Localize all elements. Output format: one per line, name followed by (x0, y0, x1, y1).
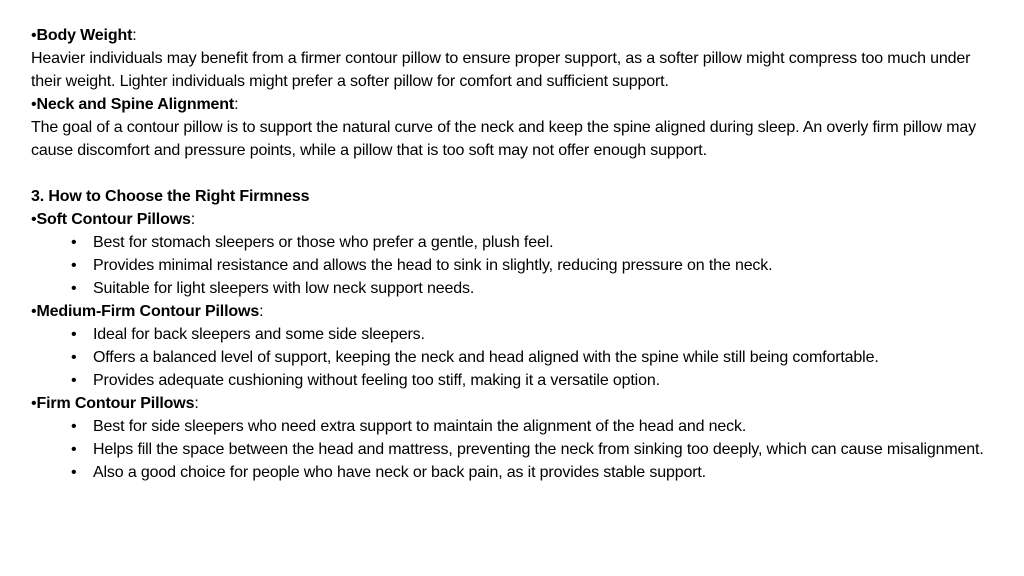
heading-colon: : (234, 96, 239, 113)
list-item-text: Ideal for back sleepers and some side sleepers. (93, 326, 425, 343)
body-weight-heading (31, 24, 991, 47)
heading-colon: : (259, 303, 264, 320)
medium-firm-group-heading (31, 300, 991, 323)
heading-colon: : (194, 395, 199, 412)
bullet-icon: • (71, 418, 77, 435)
list-item (31, 461, 991, 484)
firm-group-heading (31, 392, 991, 415)
list-item-text: Suitable for light sleepers with low neck support needs. (93, 280, 475, 297)
alignment-title: Neck and Spine Alignment (36, 96, 235, 113)
soft-group-heading (31, 208, 991, 231)
bullet-icon: • (71, 372, 77, 389)
bullet-icon: • (31, 27, 37, 44)
soft-group-title: Soft Contour Pillows (36, 211, 191, 228)
bullet-icon: • (71, 464, 77, 481)
heading-colon: : (190, 211, 196, 228)
list-item-text: Best for side sleepers who need extra support to maintain the alignment of the head and neck. (93, 418, 747, 435)
bullet-icon: • (31, 303, 37, 320)
list-item (31, 323, 991, 346)
alignment-heading (31, 93, 991, 116)
bullet-icon: • (71, 234, 77, 251)
body-weight-text: Heavier individuals may benefit from a firmer contour pillow to ensure proper support, as a softer pillow might compress too much under their weight. Lighter individuals might prefer a softer pillow for comfort and sufficient support. (31, 50, 971, 90)
section-heading: 3. How to Choose the Right Firmness (31, 188, 310, 205)
list-item (31, 277, 991, 300)
list-item-text: Offers a balanced level of support, keeping the neck and head aligned with the spine while still being comfortable. (93, 349, 879, 366)
list-item-text: Best for stomach sleepers or those who prefer a gentle, plush feel. (93, 234, 554, 251)
list-item-text: Helps fill the space between the head and mattress, preventing the neck from sinking too deeply, which can cause misalignment. (93, 441, 984, 458)
bullet-icon: • (71, 257, 77, 274)
list-item-text: Provides minimal resistance and allows the head to sink in slightly, reducing pressure on the neck. (93, 257, 773, 274)
bullet-icon: • (31, 211, 37, 228)
body-weight-title: Body Weight (36, 27, 133, 44)
bullet-icon: • (71, 441, 77, 458)
bullet-icon: • (71, 326, 77, 343)
heading-colon: : (132, 27, 137, 44)
alignment-text: The goal of a contour pillow is to support the natural curve of the neck and keep the spine aligned during sleep. An overly firm pillow may cause discomfort and pressure points, while a pillow that is too soft may not offer enough support. (31, 119, 977, 159)
list-item-text: Also a good choice for people who have neck or back pain, as it provides stable support. (93, 464, 706, 481)
list-item (31, 254, 991, 277)
bullet-icon: • (31, 395, 37, 412)
document-body (31, 24, 991, 484)
list-item (31, 231, 991, 254)
firm-group-title: Firm Contour Pillows (36, 395, 195, 412)
medium-firm-group-title: Medium-Firm Contour Pillows (36, 303, 260, 320)
bullet-icon: • (71, 280, 77, 297)
bullet-icon: • (71, 349, 77, 366)
list-item (31, 346, 991, 369)
bullet-icon: • (31, 96, 37, 113)
list-item-text: Provides adequate cushioning without feeling too stiff, making it a versatile option. (93, 372, 660, 389)
list-item (31, 438, 991, 461)
list-item (31, 415, 991, 438)
list-item (31, 369, 991, 392)
section-spacer (31, 162, 991, 185)
